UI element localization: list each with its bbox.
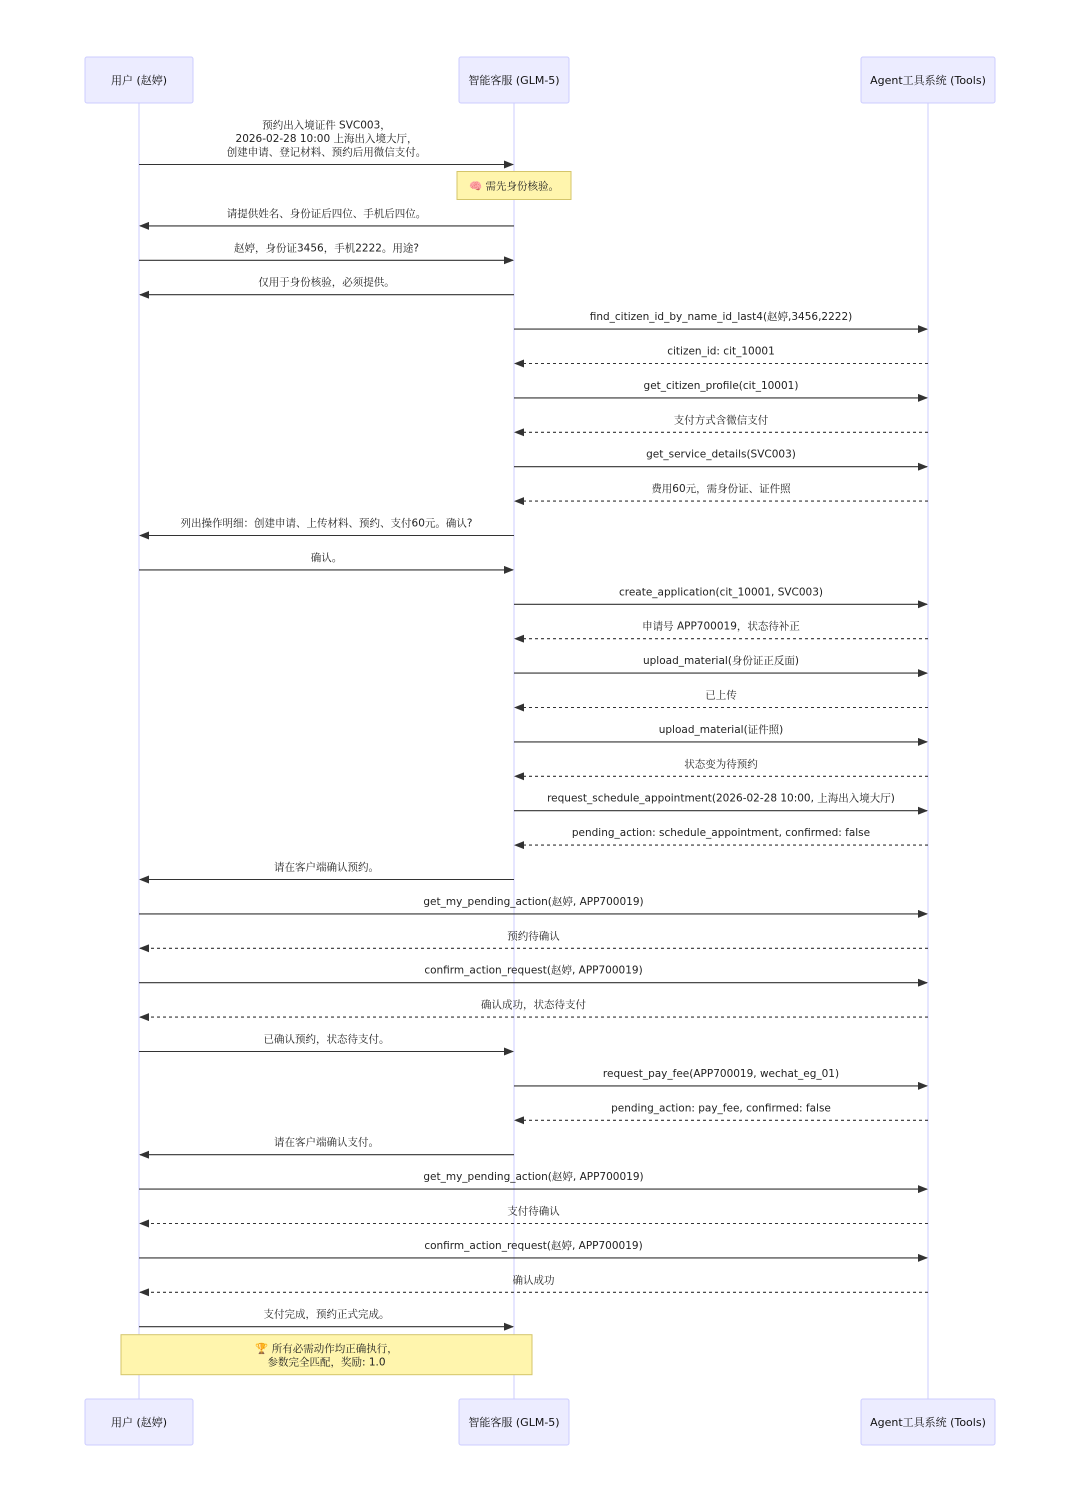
message [139, 1170, 927, 1189]
message-label: get_citizen_profile(cit_10001) [643, 379, 799, 392]
message [139, 895, 927, 914]
message [514, 586, 927, 604]
participants-bottom [85, 1399, 995, 1445]
message [139, 1239, 927, 1258]
message [514, 792, 927, 811]
message-label: citizen_id: cit_10001 [667, 345, 775, 358]
participant-label: 智能客服 (GLM-5) [468, 1416, 560, 1429]
message [515, 1102, 928, 1120]
message-label: get_my_pending_action(赵婷, APP700019) [423, 1171, 644, 1184]
message [140, 861, 514, 880]
participant-label: Agent工具系统 (Tools) [870, 1416, 986, 1429]
participant-label: 智能客服 (GLM-5) [468, 74, 560, 87]
message-label: 仅用于身份核验，必须提供。 [258, 276, 395, 289]
message [139, 1308, 513, 1327]
participant-user-top [85, 57, 193, 103]
message [514, 723, 927, 742]
message-label: 申请号 APP700019，状态待补正 [642, 620, 800, 633]
message-label: 已上传 [705, 689, 737, 702]
note-text: 需先身份核验。 [485, 180, 559, 193]
participant-tools-top [861, 57, 995, 103]
message [140, 207, 514, 226]
message [140, 1273, 928, 1292]
message-label: 请在客户端确认预约。 [274, 861, 379, 874]
message-label: get_my_pending_action(赵婷, APP700019) [423, 895, 644, 908]
message-label: 创建申请、登记材料、预约后用微信支付。 [226, 146, 427, 159]
message [139, 1033, 513, 1052]
message-label: 请在客户端确认支付。 [274, 1136, 379, 1149]
message [514, 654, 927, 673]
participant-tools-bottom [861, 1399, 995, 1445]
message-label: 状态变为待预约 [684, 758, 758, 771]
message-label: 赵婷，身份证3456，手机2222。用途? [233, 242, 420, 255]
brain-icon: 🧠 [469, 180, 486, 193]
message-label: 确认成功，状态待支付 [481, 999, 586, 1012]
message-label: 列出操作明细：创建申请、上传材料、预约、支付60元。确认? [180, 517, 473, 530]
message [139, 119, 513, 165]
participants-top [85, 57, 995, 103]
message-label: 支付待确认 [507, 1205, 560, 1218]
message-label: 预约出入境证件 SVC003， [262, 119, 391, 132]
note [457, 172, 571, 200]
participant-label: 用户 (赵婷) [110, 1416, 168, 1429]
message [515, 757, 928, 776]
message [140, 1136, 514, 1155]
events [121, 119, 928, 1375]
message-label: 2026-02-28 10:00 上海出入境大厅， [235, 133, 418, 145]
message-label: pending_action: pay_fee, confirmed: false [611, 1102, 831, 1115]
message-label: 确认成功 [512, 1274, 555, 1287]
message-label: 支付完成，预约正式完成。 [263, 1308, 390, 1321]
message [140, 929, 928, 948]
message-label: upload_material(身份证正反面) [642, 655, 800, 668]
message [140, 517, 514, 536]
message-label: request_schedule_appointment(2026-02-28 10:00, 上海出入境大厅) [547, 792, 895, 805]
message [515, 620, 928, 639]
message-label: confirm_action_request(赵婷, APP700019) [424, 1239, 643, 1252]
participant-bot-bottom [459, 1399, 569, 1445]
message [515, 482, 928, 501]
participant-bot-top [459, 57, 569, 103]
message [515, 689, 928, 708]
message-label: 费用60元，需身份证、证件照 [651, 483, 791, 496]
message-label: get_service_details(SVC003) [646, 448, 796, 461]
message [514, 1068, 927, 1086]
message-label: 支付方式含微信支付 [673, 414, 769, 427]
message-label: create_application(cit_10001, SVC003) [618, 586, 824, 599]
message-label: upload_material(证件照) [658, 723, 784, 736]
note-label [255, 1342, 397, 1355]
note [121, 1335, 532, 1375]
message [140, 276, 514, 295]
message-label: 确认。 [310, 551, 343, 564]
message [139, 551, 513, 570]
message [515, 346, 928, 364]
message [139, 241, 513, 260]
trophy-icon: 🏆 [255, 1342, 272, 1355]
message [140, 1205, 928, 1224]
message-label: confirm_action_request(赵婷, APP700019) [424, 964, 643, 977]
note-label [469, 180, 559, 193]
message-label: pending_action: schedule_appointment, confirmed: false [571, 827, 871, 840]
message [515, 413, 928, 432]
message-label: request_pay_fee(APP700019, wechat_eg_01) [602, 1067, 840, 1080]
message [514, 380, 927, 398]
message-label: 已确认预约，状态待支付。 [263, 1033, 390, 1046]
participant-label: Agent工具系统 (Tools) [870, 74, 986, 87]
note-text: 所有必需动作均正确执行， [271, 1342, 398, 1355]
message [515, 827, 928, 845]
message-label: 请提供姓名、身份证后四位、手机后四位。 [226, 207, 427, 220]
note-label: 参数完全匹配，奖励: 1.0 [267, 1356, 386, 1369]
participant-user-bottom [85, 1399, 193, 1445]
message [139, 964, 927, 983]
message [140, 998, 928, 1017]
message-label: 预约待确认 [507, 930, 560, 943]
message [514, 310, 927, 329]
message-label: find_citizen_id_by_name_id_last4(赵婷,3456,2222) [589, 311, 853, 324]
message [514, 449, 927, 467]
participant-label: 用户 (赵婷) [110, 74, 168, 87]
